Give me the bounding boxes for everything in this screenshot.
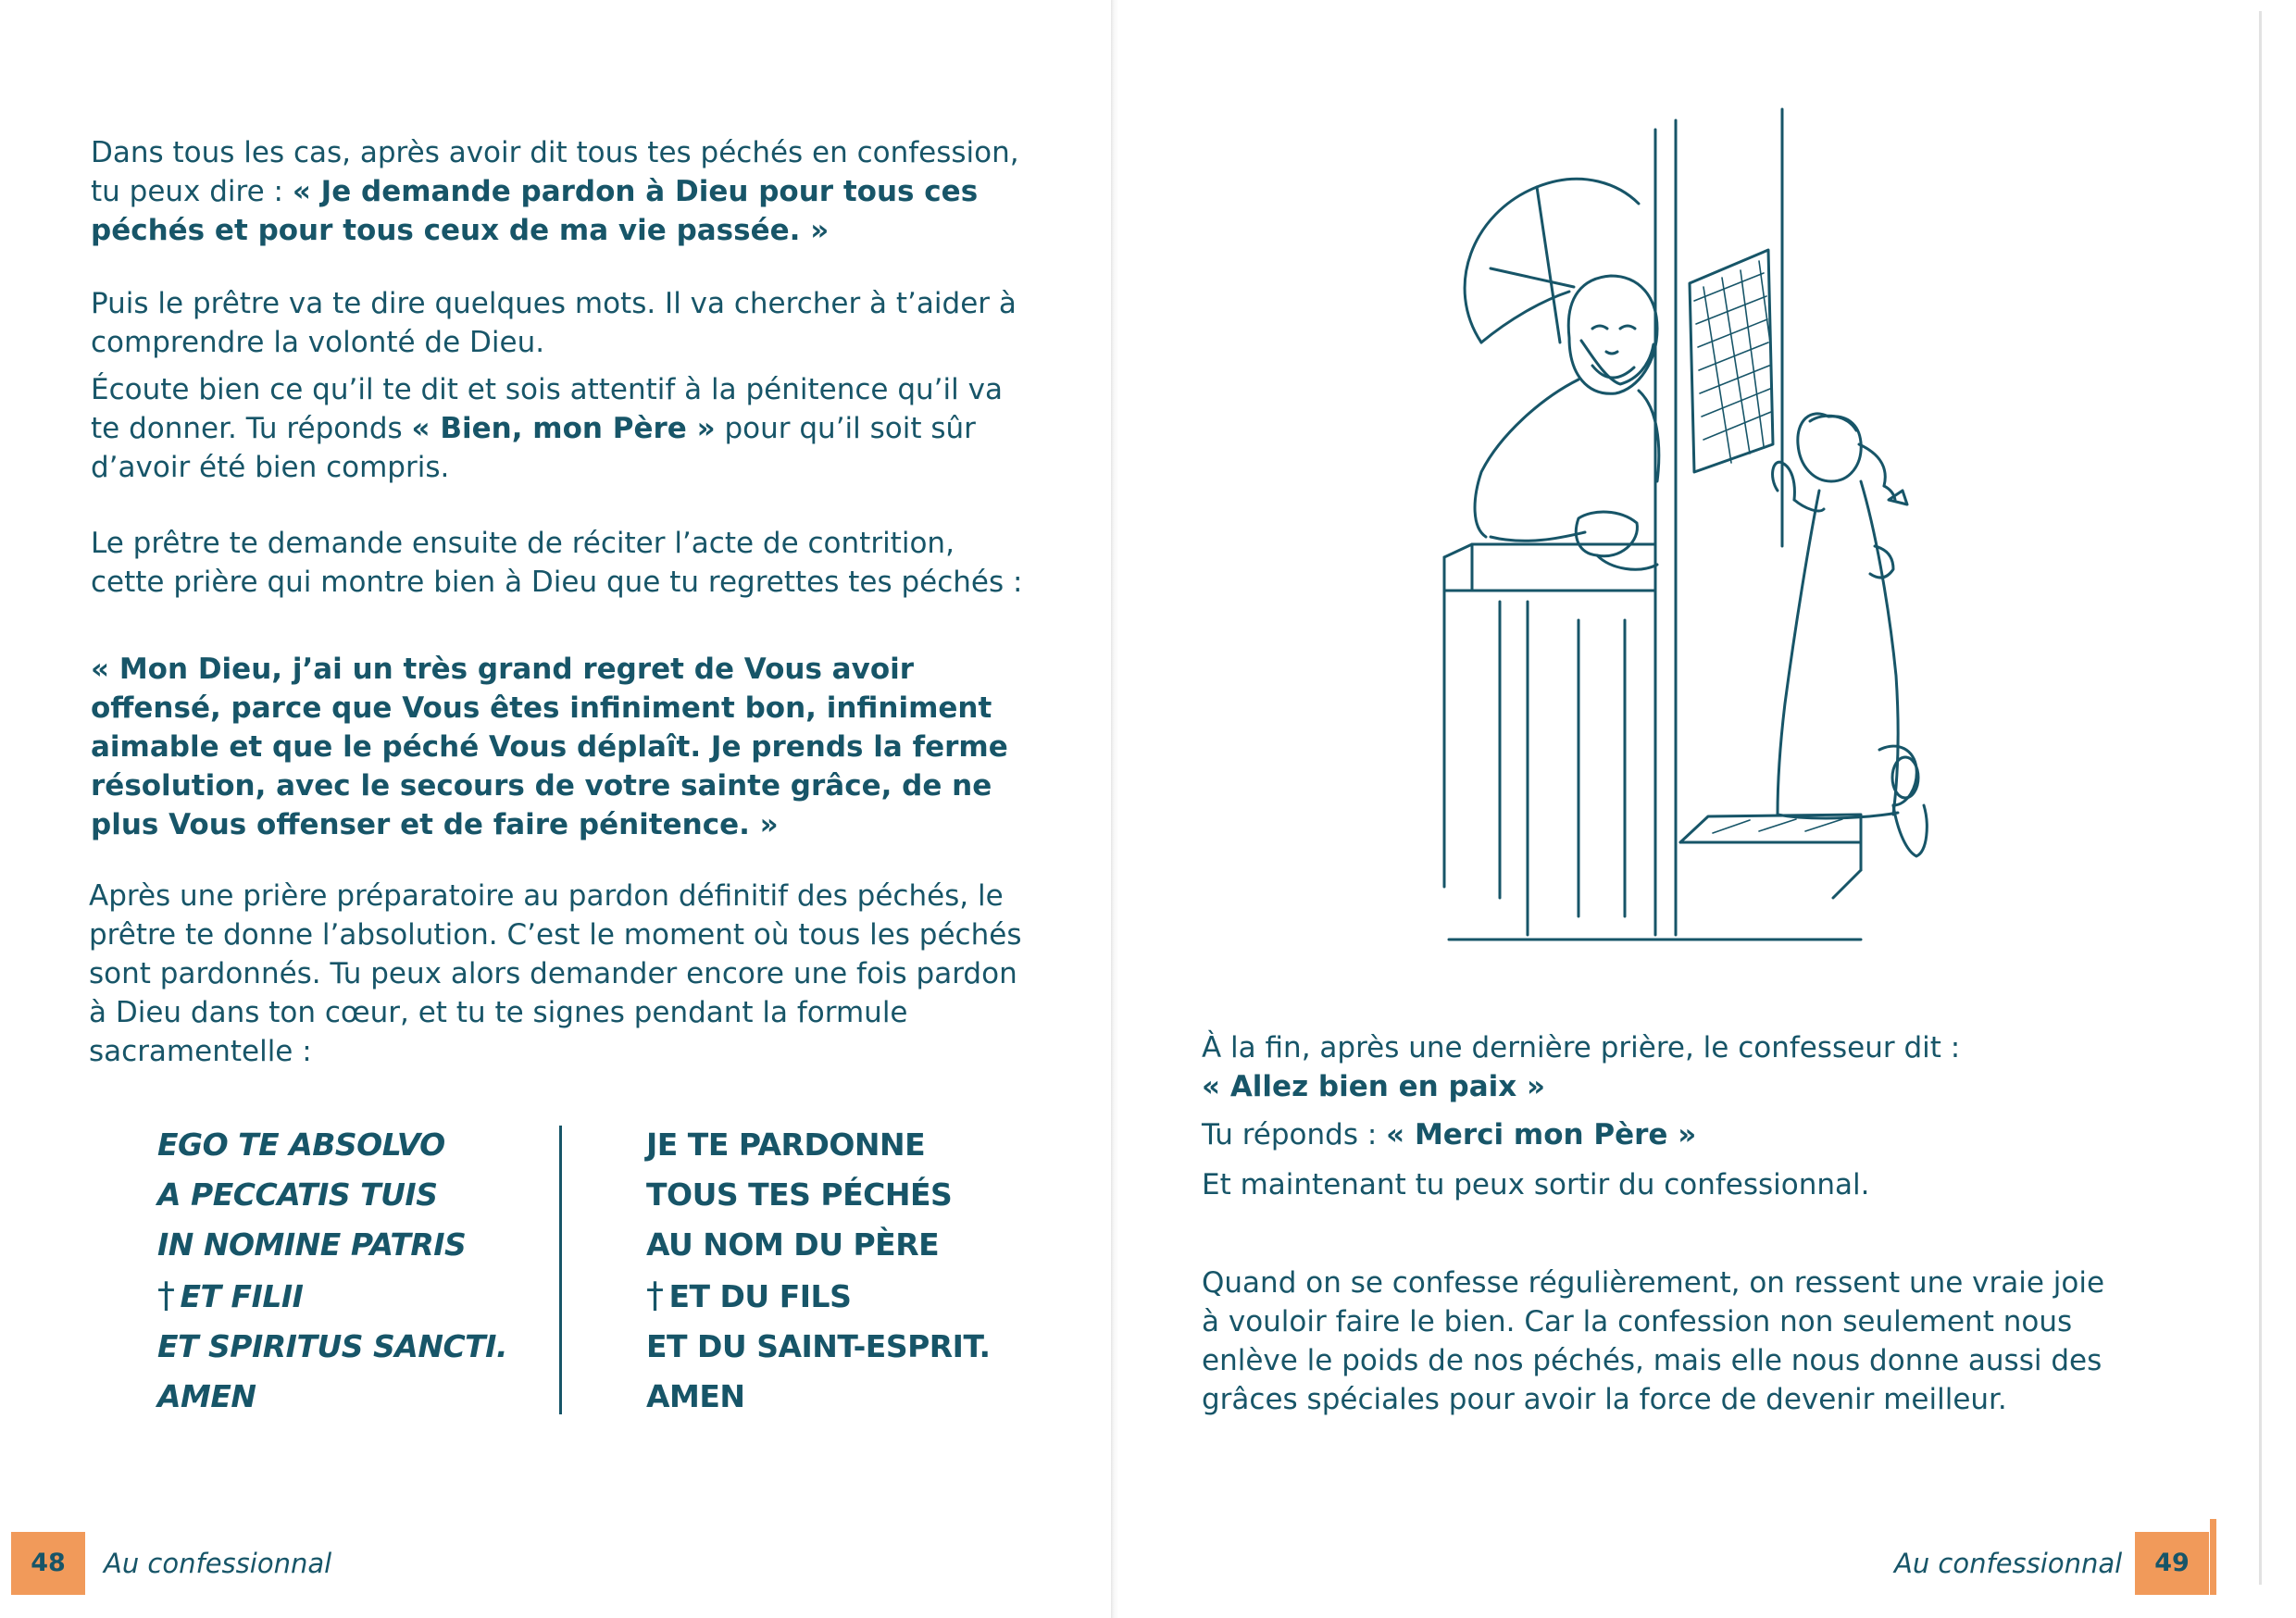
formula-line: AU NOM DU PÈRE <box>646 1226 940 1263</box>
formula-line: A PECCATIS TUIS <box>157 1176 438 1213</box>
pardon-prayer-quote: « Je demande pardon à Dieu pour tous ces péchés et pour tous ceux de ma vie passée. » <box>91 175 979 247</box>
formula-divider <box>559 1126 562 1414</box>
paragraph-exit: Et maintenant tu peux sortir du confessionnal. <box>1202 1168 1870 1201</box>
formula-line: AMEN <box>646 1378 745 1414</box>
formula-line: ET DU SAINT-ESPRIT. <box>646 1328 991 1364</box>
contrition-prayer: « Mon Dieu, j’ai un très grand regret de Vous avoir offensé, parce que Vous êtes infiniment bon, infiniment aimable et que le péché Vous déplaît. Je prends la ferme résolution, avec le secours de votre sainte grâce, de ne plus Vous offenser et de faire pénitence. » <box>91 653 1008 841</box>
paragraph-final-words <box>1202 1028 2128 1106</box>
formula-line <box>646 1270 991 1322</box>
go-in-peace-quote: « Allez bien en paix » <box>1202 1070 1546 1103</box>
paragraph-confession-intro <box>91 133 1026 250</box>
book-gutter <box>1111 0 1118 1618</box>
reply-quote: « Bien, mon Père » <box>411 412 716 445</box>
formula-line: AMEN <box>157 1378 256 1414</box>
paragraph-priest-words: Puis le prêtre va te dire quelques mots. Il va chercher à t’aider à comprendre la volonté de Dieu. <box>91 287 1017 359</box>
running-head-left: Au confessionnal <box>104 1548 332 1579</box>
paragraph-regular-confession: Quand on se confesse régulièrement, on ressent une vraie joie à vouloir faire le bien. Car la confession non seulement nous enlève le poids de nos péchés, mais elle nous donne aussi des grâces spéciales pour avoir la force de devenir meilleur. <box>1202 1266 2105 1416</box>
page-edge <box>2259 11 2262 1585</box>
formula-line: IN NOMINE PATRIS <box>157 1226 467 1263</box>
paragraph-text: À la fin, après une dernière prière, le confesseur dit : <box>1202 1031 1961 1064</box>
confessional-illustration <box>1342 102 1953 953</box>
paragraph-text: Dans tous les cas, après avoir dit tous tes péchés en confession, tu peux dire : <box>91 136 1019 208</box>
french-formula <box>646 1120 991 1422</box>
page-number-right: 49 <box>2135 1532 2209 1595</box>
latin-formula <box>157 1120 507 1422</box>
formula-text: ET DU FILS <box>668 1278 852 1314</box>
page-number-left: 48 <box>11 1532 85 1595</box>
formula-line <box>157 1270 507 1322</box>
cross-icon: † <box>646 1275 664 1315</box>
formula-line: EGO TE ABSOLVO <box>157 1126 445 1163</box>
paragraph-text: Tu réponds : <box>1202 1118 1387 1151</box>
paragraph-act-of-contrition: Le prêtre te demande ensuite de réciter l’acte de contrition, cette prière qui montre bien à Dieu que tu regrettes tes péchés : <box>91 527 1023 599</box>
formula-line: JE TE PARDONNE <box>646 1126 926 1163</box>
formula-text: ET FILII <box>180 1278 304 1314</box>
paragraph-reply <box>1202 1115 2128 1154</box>
formula-line: TOUS TES PÉCHÉS <box>646 1176 953 1213</box>
formula-line: ET SPIRITUS SANCTI. <box>157 1328 507 1364</box>
cross-icon: † <box>157 1275 175 1315</box>
running-head-right: Au confessionnal <box>1894 1548 2123 1579</box>
paragraph-text: Écoute bien ce qu’il te dit et sois attentif à la pénitence qu’il va te donner. Tu réponds <box>91 373 1003 445</box>
paragraph-penance <box>91 370 1026 487</box>
thank-you-quote: « Merci mon Père » <box>1386 1118 1697 1151</box>
paragraph-absolution: Après une prière préparatoire au pardon définitif des péchés, le prêtre te donne l’absolution. C’est le moment où tous les péchés sont pardonnés. Tu peux alors demander encore une fois pardon à Dieu dans ton cœur, et tu te signes pendant la formule sacramentelle : <box>89 879 1022 1068</box>
paragraph-text: pour qu’il soit sûr d’avoir été bien compris. <box>91 412 976 484</box>
